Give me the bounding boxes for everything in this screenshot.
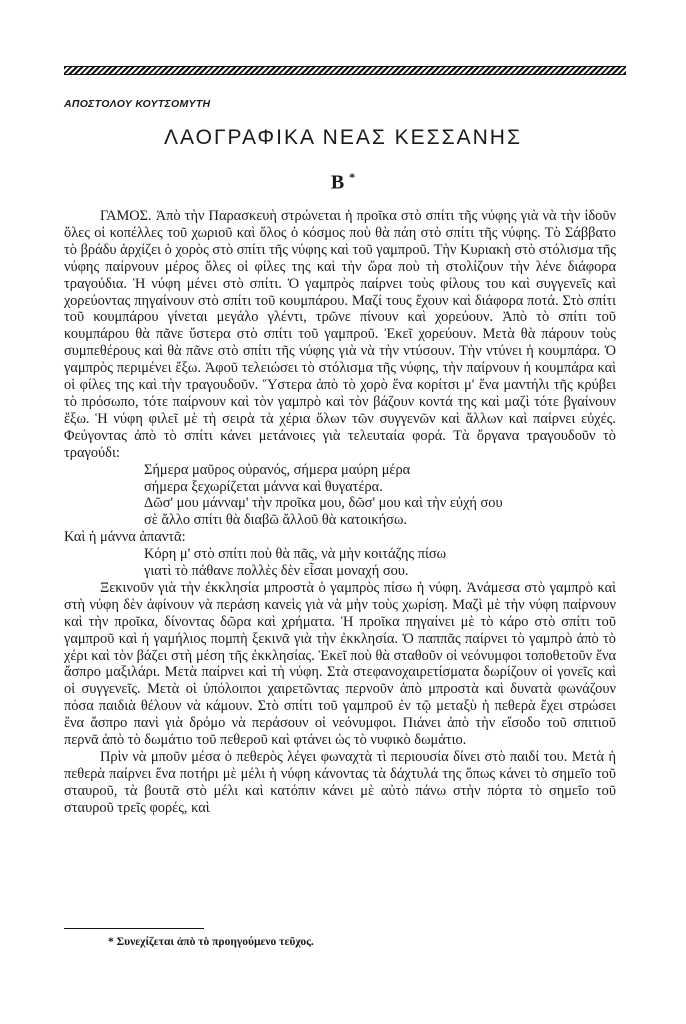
verse-line: Σήμερα μαῦρος οὐρανός, σήμερα μαύρη μέρα [144, 461, 411, 478]
verse-line: σὲ ἄλλο σπίτι θὰ διαβῶ ἄλλοῦ θὰ κατοικήσω. [144, 512, 408, 529]
verse-line: σήμερα ξεχωρίζεται μάννα καὶ θυγατέρα. [144, 478, 383, 495]
paragraph-church: Ξεκινοῦν γιὰ τὴν ἐκκλησία μπροστὰ ὁ γαμπρὸς πίσω ἡ νύφη. Ἀνάμεσα στὸ γαμπρὸ καὶ στὴ νύφη δὲν ἀφίνουν νὰ περάση κανεὶς γιὰ νὰ μὴν τοὺς χωρίση. Μαζὶ μὲ τὴν νύφη παίρνουν καὶ τὴν προῖκα, δίνοντας δῶρα καὶ χρήματα. Ἡ προῖκα πηγαίνει μὲ τὸ κάρο στὸ σπίτι τοῦ γαμπροῦ καὶ ἡ γαμήλιος πομπὴ ξεκινᾶ γιὰ τὴν ἐκκλησία. Ὁ παππᾶς παίρνει τὸ γαμπρὸ ἀπὸ τὸ χέρι καὶ τὸν βάζει στὴ μέση τῆς ἐκκλησίας. Ἐκεῖ ποὺ θὰ σταθοῦν οἱ νεόνυμφοι τοποθετοῦν ἕνα ἄσπρο μαξιλάρι. Μετὰ παίρνει καὶ τὴ νύφη. Στὰ στεφανοχαιρετίσματα δωρίζουν οἱ γονεῖς καὶ οἱ συγγενεῖς. Μετὰ οἱ ὑπόλοιποι χαιρετῶντας περνοῦν ἀπὸ μπροστὰ καὶ δυνατὰ φωνάζουν πόσα παιδιὰ θέλουν νὰ κάμουν. Στὸ σπίτι τοῦ γαμπροῦ ἐν τῷ μεταξὺ ἡ πεθερὰ ἔχει στρώσει ἕνα ἄσπρο πανὶ γιὰ δρόμο νὰ περάσουν οἱ νεόνυμφοι. Πιάνει ἀπὸ τὴν εἴσοδο τοῦ σπιτιοῦ περνᾶ ἀπὸ τὸ δωμάτιο τοῦ πεθεροῦ καὶ φτάνει ὡς τὸ νυφικὸ δωμάτιο. [64, 579, 616, 749]
paragraph-mother-answers: Καὶ ἡ μάννα ἀπαντᾶ: [64, 529, 186, 546]
footnote-marker: * [349, 170, 356, 184]
article-title: ΛΑΟΓΡΑΦΙΚΑ ΝΕΑΣ ΚΕΣΣΑΝΗΣ [164, 126, 522, 149]
verse-line: γιατὶ τὸ πάθανε πολλὲς δὲν εἶσαι μοναχή σου. [144, 563, 409, 580]
verse-line: Δῶσ' μου μάνναμ' τὴν προῖκα μου, δῶσ' μου καὶ τὴν εὐχή σου [144, 495, 503, 512]
author-name: ΑΠΟΣΤΟΛΟΥ ΚΟΥΤΣΟΜΥΤΗ [64, 98, 211, 110]
decorative-rule [64, 66, 626, 75]
footnote: * Συνεχίζεται ἀπὸ τὸ προηγούμενο τεῦχος. [108, 936, 314, 948]
section-letter: Β [330, 171, 345, 194]
paragraph-wedding: ΓΑΜΟΣ. Ἀπὸ τὴν Παρασκευὴ στρώνεται ἡ προῖκα στὸ σπίτι τῆς νύφης γιὰ νὰ τὴν ἰδοῦν ὅλες οἱ κοπέλλες τοῦ χωριοῦ καὶ ὅλος ὁ κόσμος ποὺ θὰ πάη στὸ σπίτι τῆς νύφης. Τὸ Σάββατο τὸ βράδυ ἀρχίζει ὁ χορὸς στὸ σπίτι τῆς νύφης καὶ τοῦ γαμπροῦ. Τὴν Κυριακὴ στὸ στόλισμα τῆς νύφης παίρνουν μέρος ὅλες οἱ φίλες της καὶ τὴν ὥρα ποὺ τὴ στολίζουν τὴν λένε διάφορα τραγούδια. Ἡ νύφη μένει στὸ σπίτι. Ὁ γαμπρὸς παίρνει τοὺς φίλους του καὶ συγγενεῖς καὶ χορεύοντας πηγαίνουν στὸ σπίτι τοῦ κουμπάρου. Μαζί τους ἔχουν καὶ διάφορα ποτά. Στὸ σπίτι τοῦ κουμπάρου γίνεται μεγάλο γλέντι, τρῶνε πίνουν καὶ χορεύουν. Ἀπὸ τὸ σπίτι τοῦ κουμπάρου θὰ πᾶνε ὕστερα στὸ σπίτι τοῦ γαμπροῦ. Ἐκεῖ χορεύουν. Μετὰ θὰ πάρουν τοὺς συμπεθέρους καὶ θὰ πᾶνε στὸ σπίτι τῆς νύφης γιὰ νὰ τὴν ντύσουν. Τὴν ντύνει ἡ κουμπάρα. Ὁ γαμπρὸς περιμένει ἔξω. Ἀφοῦ τελειώσει τὸ στόλισμα τῆς νύφης, τὴν παίρνουν ἡ κουμπάρα καὶ οἱ φίλες της καὶ τὴν τραγουδοῦν. Ὕστερα ἀπὸ τὸ χορὸ ἕνα κορίτσι μ' ἕνα μαντήλι τῆς κρύβει τὸ πρόσωπο, τότε παίρνουν καὶ τὸν γαμπρὸ καὶ τὸν βάζουν κοντά της καὶ μαζὶ τότε βγαίνουν ἔξω. Ἡ νύφη φιλεῖ μὲ τὴ σειρὰ τὰ χέρια ὅλων τῶν συγγενῶν καὶ ἄλλων καὶ παίρνει εὐχές. Φεύγοντας ἀπὸ τὸ σπίτι κάνει μετάνοιες γιὰ τελευταία φορά. Τὰ ὄργανα τραγουδοῦν τὸ τραγούδι: [64, 208, 616, 461]
section-heading [0, 170, 686, 195]
song-verse-1 [144, 462, 616, 530]
article-body [64, 208, 616, 817]
song-verse-2 [144, 546, 616, 580]
paragraph-honey: Πρὶν νὰ μποῦν μέσα ὁ πεθερὸς λέγει φωναχτὰ τὶ περιουσία δίνει στὸ παιδί του. Μετὰ ἡ πεθερὰ παίρνει ἕνα ποτήρι μὲ μέλι ἡ νύφη κάνοντας τὰ δάχτυλά της ὅπως κάνει τὸ σημεῖο τοῦ σταυροῦ, τὰ βουτᾶ στὸ μέλι καὶ κατόπιν κάνει μὲ αὐτὸ πάνω στὴν πόρτα τὸ σημεῖο τοῦ σταυροῦ τρεῖς φορές, καὶ [64, 749, 616, 816]
verse-line: Κόρη μ' στὸ σπίτι ποὺ θὰ πᾶς, νὰ μὴν κοιτάζης πίσω [144, 546, 447, 563]
footnote-separator [64, 928, 204, 929]
